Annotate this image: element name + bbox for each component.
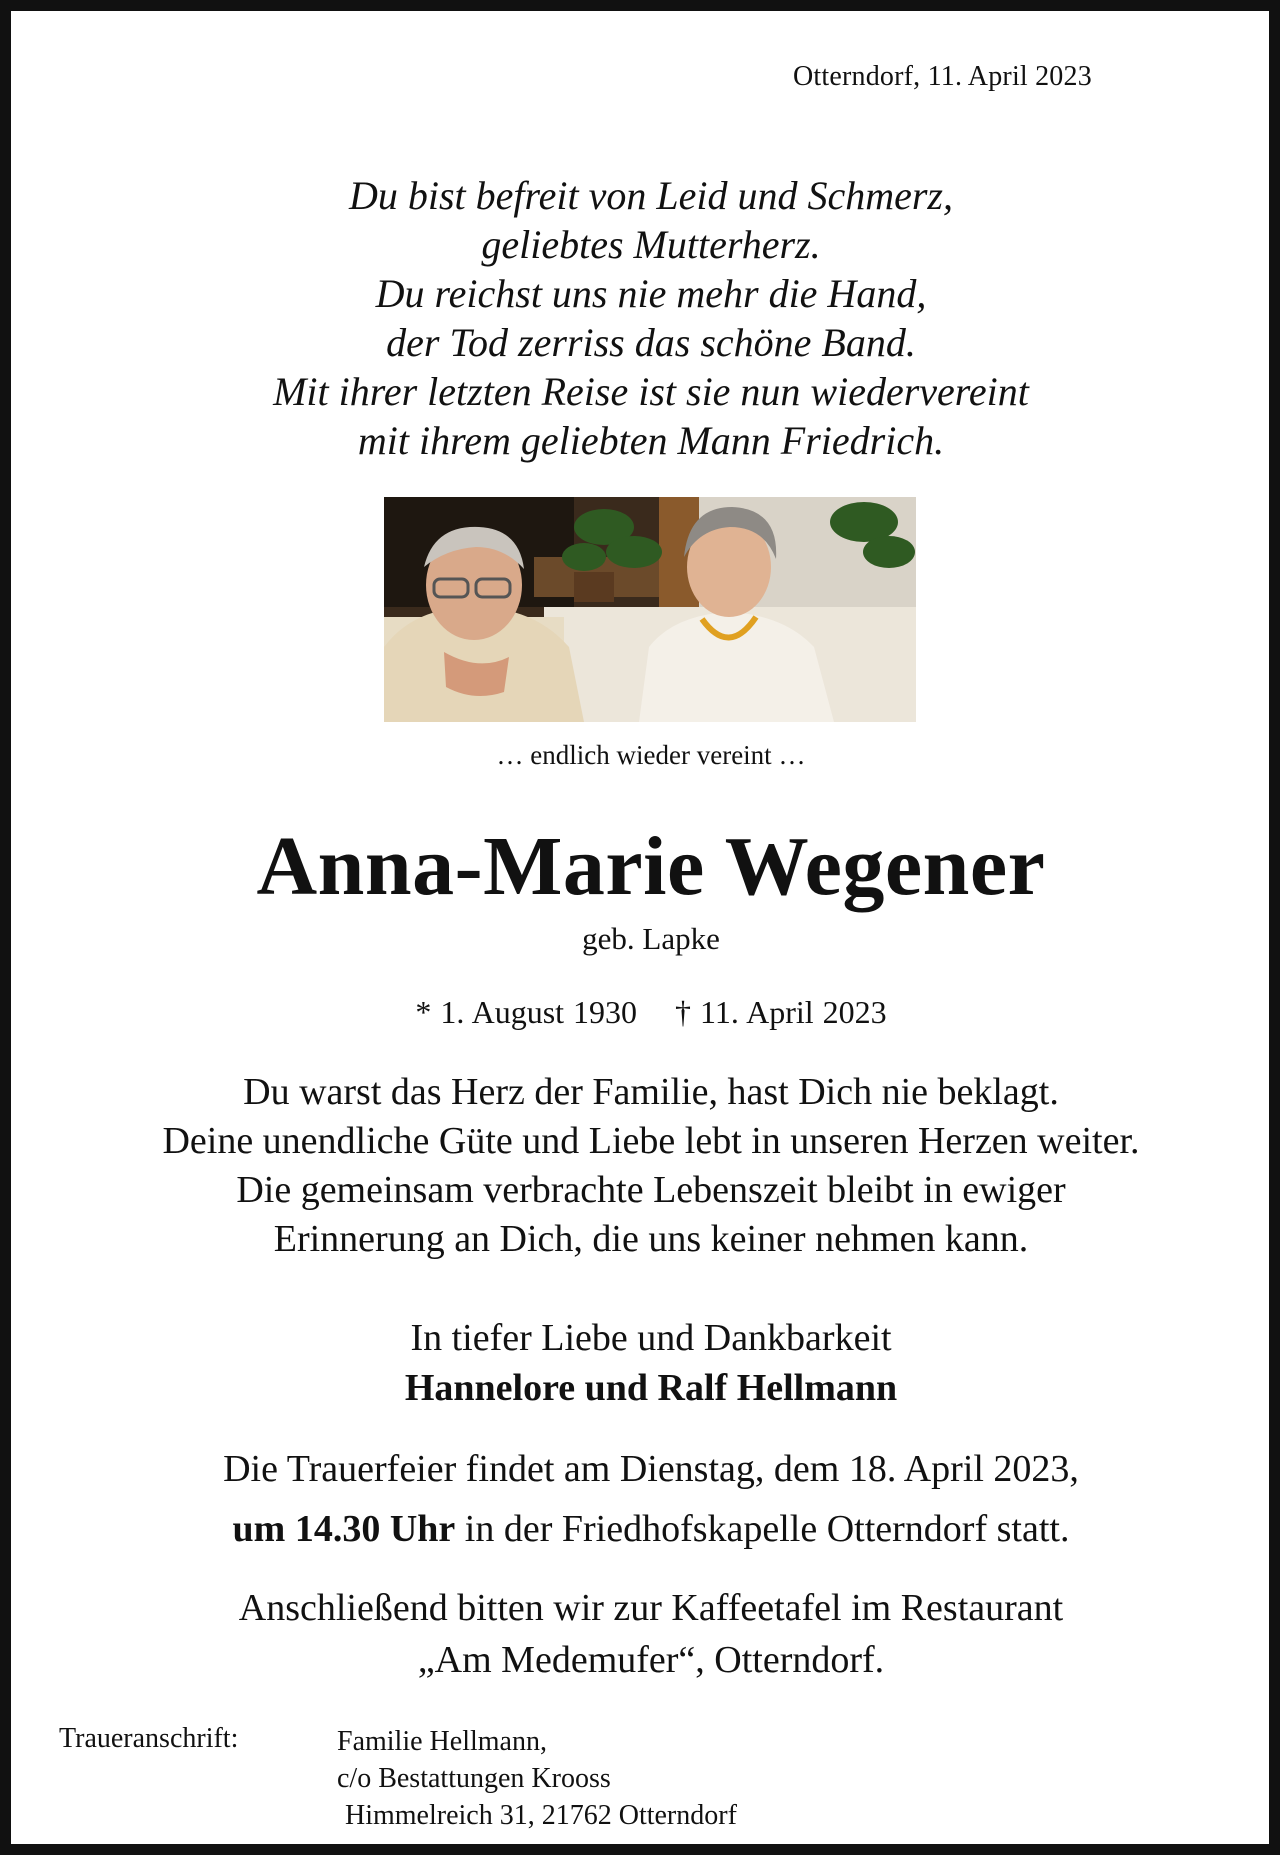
poem-line: Mit ihrer letzten Reise ist sie nun wiedervereint: [273, 369, 1029, 414]
service-line: [11, 1499, 1280, 1559]
photo-caption: … endlich wieder vereint …: [496, 740, 806, 770]
reception-info: [11, 1582, 1280, 1686]
address-line: Himmelreich 31, 21762 Otterndorf: [345, 1800, 737, 1831]
tribute-text: [11, 1068, 1280, 1264]
reception-line: Anschließend bitten wir zur Kaffeetafel im Restaurant: [238, 1587, 1064, 1629]
tribute-line: Deine unendliche Güte und Liebe lebt in unseren Herzen weiter.: [162, 1120, 1140, 1162]
couple-photo: [384, 497, 916, 722]
closing-block: [11, 1313, 1280, 1413]
service-time: um 14.30 Uhr: [232, 1508, 456, 1550]
mourning-address: [337, 1723, 737, 1834]
death-date: † 11. April 2023: [675, 994, 887, 1030]
poem-line: Du reichst uns nie mehr die Hand,: [375, 271, 927, 316]
tribute-line: Erinnerung an Dich, die uns keiner nehmen kann.: [273, 1218, 1029, 1260]
life-dates: [11, 994, 1280, 1031]
funeral-service: [11, 1439, 1280, 1559]
service-line: Die Trauerfeier findet am Dienstag, dem 18. April 2023,: [223, 1448, 1079, 1490]
poem-line: der Tod zerriss das schöne Band.: [386, 320, 916, 365]
place-date: Otterndorf, 11. April 2023: [793, 61, 1092, 92]
reception-line: „Am Medemufer“, Otterndorf.: [417, 1639, 885, 1681]
poem: [11, 171, 1280, 465]
maiden-name: geb. Lapke: [582, 921, 720, 956]
address-line: Familie Hellmann,: [337, 1726, 547, 1757]
birth-date: * 1. August 1930: [415, 994, 638, 1030]
closing-phrase: In tiefer Liebe und Dankbarkeit: [410, 1317, 892, 1359]
poem-line: geliebtes Mutterherz.: [481, 222, 821, 267]
poem-line: Du bist befreit von Leid und Schmerz,: [348, 173, 953, 218]
signers: Hannelore und Ralf Hellmann: [404, 1367, 898, 1409]
deceased-name: Anna-Marie Wegener: [256, 820, 1046, 913]
address-label: Traueranschrift:: [59, 1723, 239, 1754]
address-line: c/o Bestattungen Krooss: [337, 1763, 611, 1794]
service-location: in der Friedhofskapelle Otterndorf statt.: [455, 1508, 1070, 1550]
tribute-line: Du warst das Herz der Familie, hast Dich nie beklagt.: [243, 1071, 1059, 1113]
poem-line: mit ihrem geliebten Mann Friedrich.: [357, 418, 945, 463]
tribute-line: Die gemeinsam verbrachte Lebenszeit bleibt in ewiger: [236, 1169, 1066, 1211]
